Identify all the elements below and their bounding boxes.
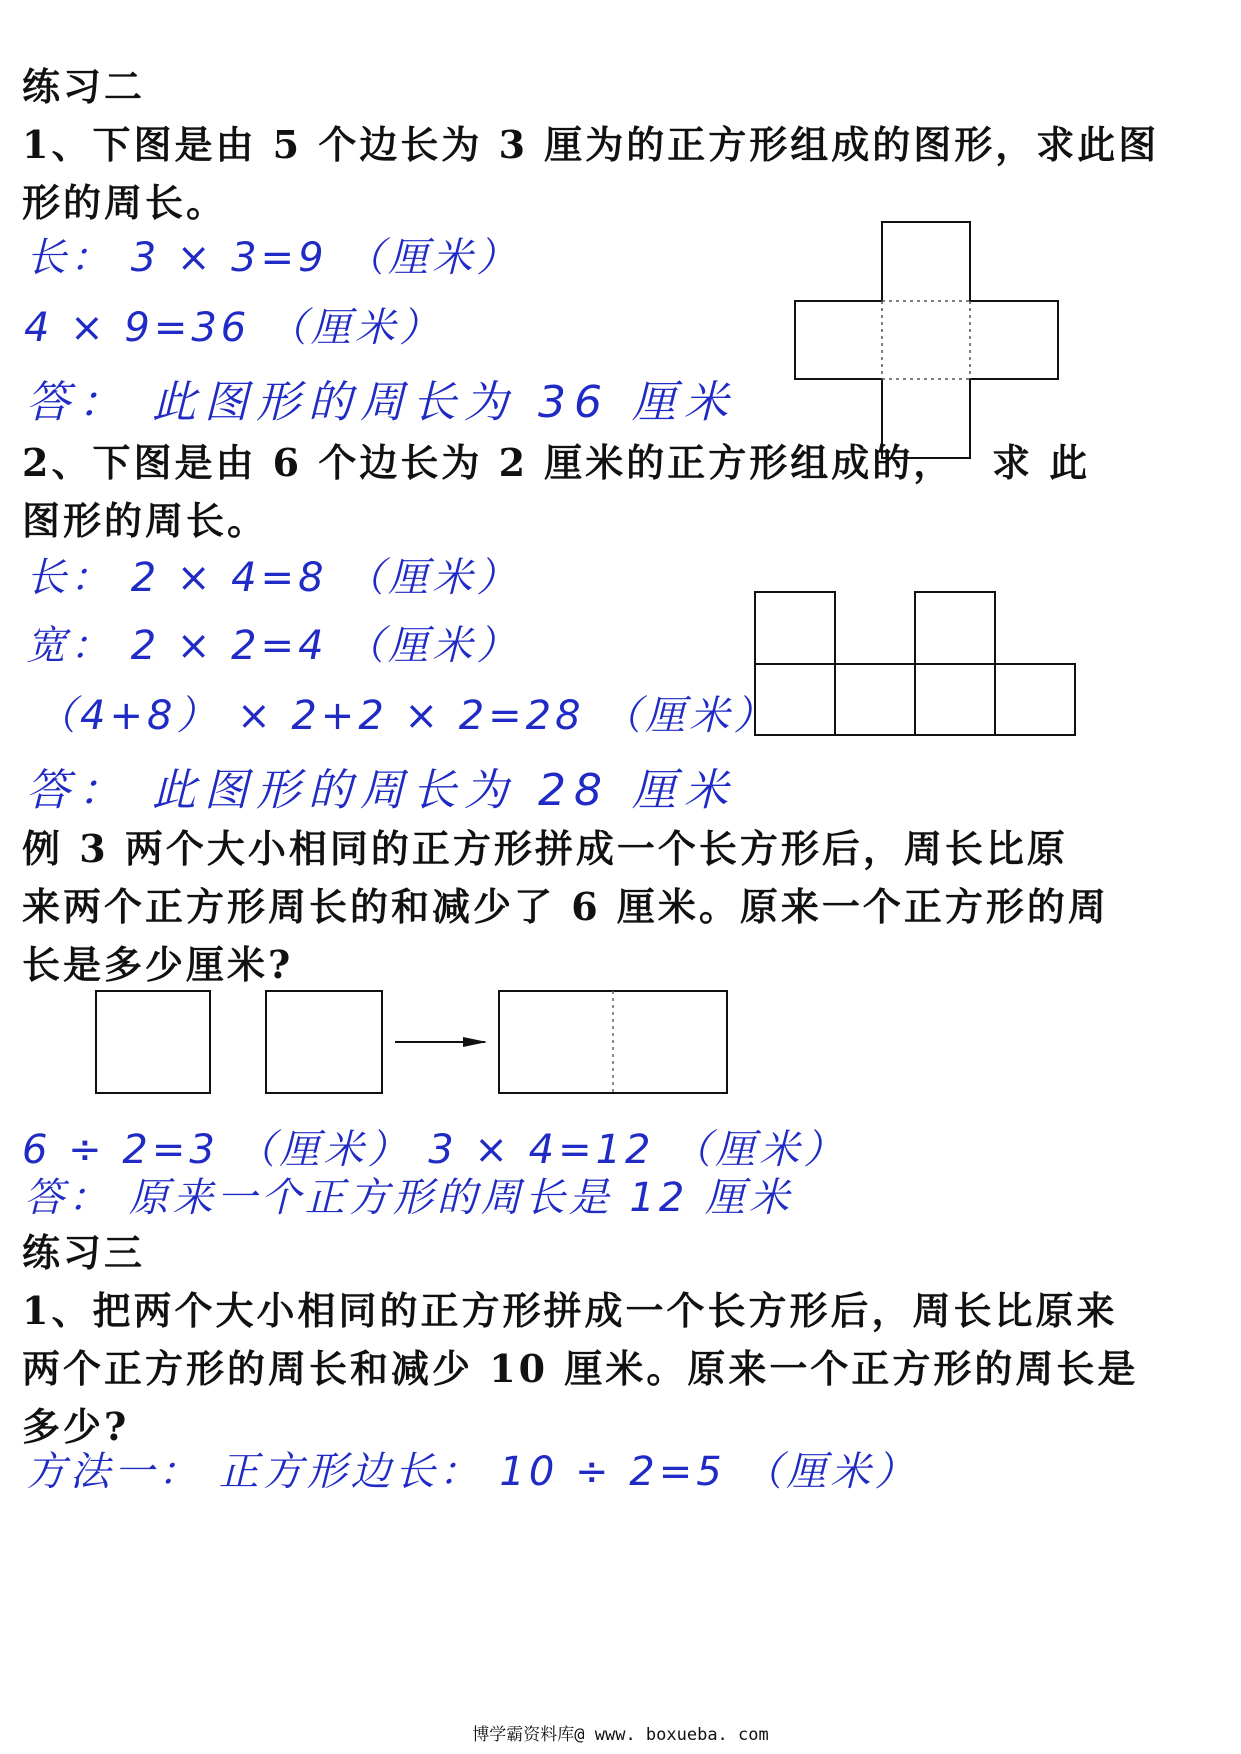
square-bottom-2: [835, 664, 915, 735]
practice2-title: 练习二: [22, 64, 146, 109]
practice3-q1-line3: 多少?: [22, 1404, 130, 1449]
practice2-q2-work3: （4+8） × 2+2 × 2=28 （厘米）: [36, 693, 778, 739]
practice2-q1-line2: 形的周长。: [22, 180, 228, 225]
practice3-q1-line1: 1、把两个大小相同的正方形拼成一个长方形后，周长比原来: [22, 1288, 1118, 1333]
example3-line2: 来两个正方形周长的和减少了 6 厘米。原来一个正方形的周: [22, 884, 1109, 929]
practice2-q1-work1: 长： 3 × 3=9 （厘米）: [26, 235, 521, 281]
square-bottom-1: [755, 664, 835, 735]
practice2-q1-answer: 答： 此图形的周长为 36 厘米: [26, 377, 736, 428]
practice2-q2-work2: 宽： 2 × 2=4 （厘米）: [26, 623, 521, 669]
square-a: [96, 991, 210, 1093]
practice2-q2-line2: 图形的周长。: [22, 498, 269, 543]
example3-work: 6 ÷ 2=3 （厘米） 3 × 4=12 （厘米）: [22, 1127, 848, 1173]
six-square-figure: [750, 587, 1080, 739]
practice2-q2-answer: 答： 此图形的周长为 28 厘米: [26, 765, 736, 816]
practice2-q2-line1-left: 2、下图是由 6 个边长为 2 厘米的正方形组成的，: [22, 440, 955, 485]
practice2-q2-work1: 长： 2 × 4=8 （厘米）: [26, 555, 521, 601]
practice2-q1-work2: 4 × 9=36 （厘米）: [24, 305, 443, 351]
example3-answer: 答： 原来一个正方形的周长是 12 厘米: [24, 1175, 794, 1221]
squares-to-rectangle-figure: [90, 985, 735, 1100]
practice3-title: 练习三: [22, 1230, 146, 1275]
example3-line1: 例 3 两个大小相同的正方形拼成一个长方形后，周长比原: [22, 826, 1068, 871]
square-top-1: [755, 592, 835, 664]
square-bottom-3: [915, 664, 995, 735]
cross-outline: [795, 222, 1058, 458]
square-top-2: [915, 592, 995, 664]
practice3-q1-work: 方法一： 正方形边长： 10 ÷ 2=5 （厘米）: [26, 1449, 919, 1495]
footer-watermark: 博学霸资料库@ www. boxueba. com: [472, 1725, 769, 1745]
practice3-q1-line2: 两个正方形的周长和减少 10 厘米。原来一个正方形的周长是: [22, 1346, 1139, 1391]
square-bottom-4: [995, 664, 1075, 735]
practice2-q2-line1-right: 求 此: [992, 440, 1091, 485]
square-b: [266, 991, 382, 1093]
example3-line1-wrap: [22, 818, 1080, 873]
example3-line3: 长是多少厘米?: [22, 942, 294, 987]
cross-figure: [790, 218, 1065, 466]
practice2-q1-line1: 1、下图是由 5 个边长为 3 厘为的正方形组成的图形，求此图: [22, 122, 1160, 167]
